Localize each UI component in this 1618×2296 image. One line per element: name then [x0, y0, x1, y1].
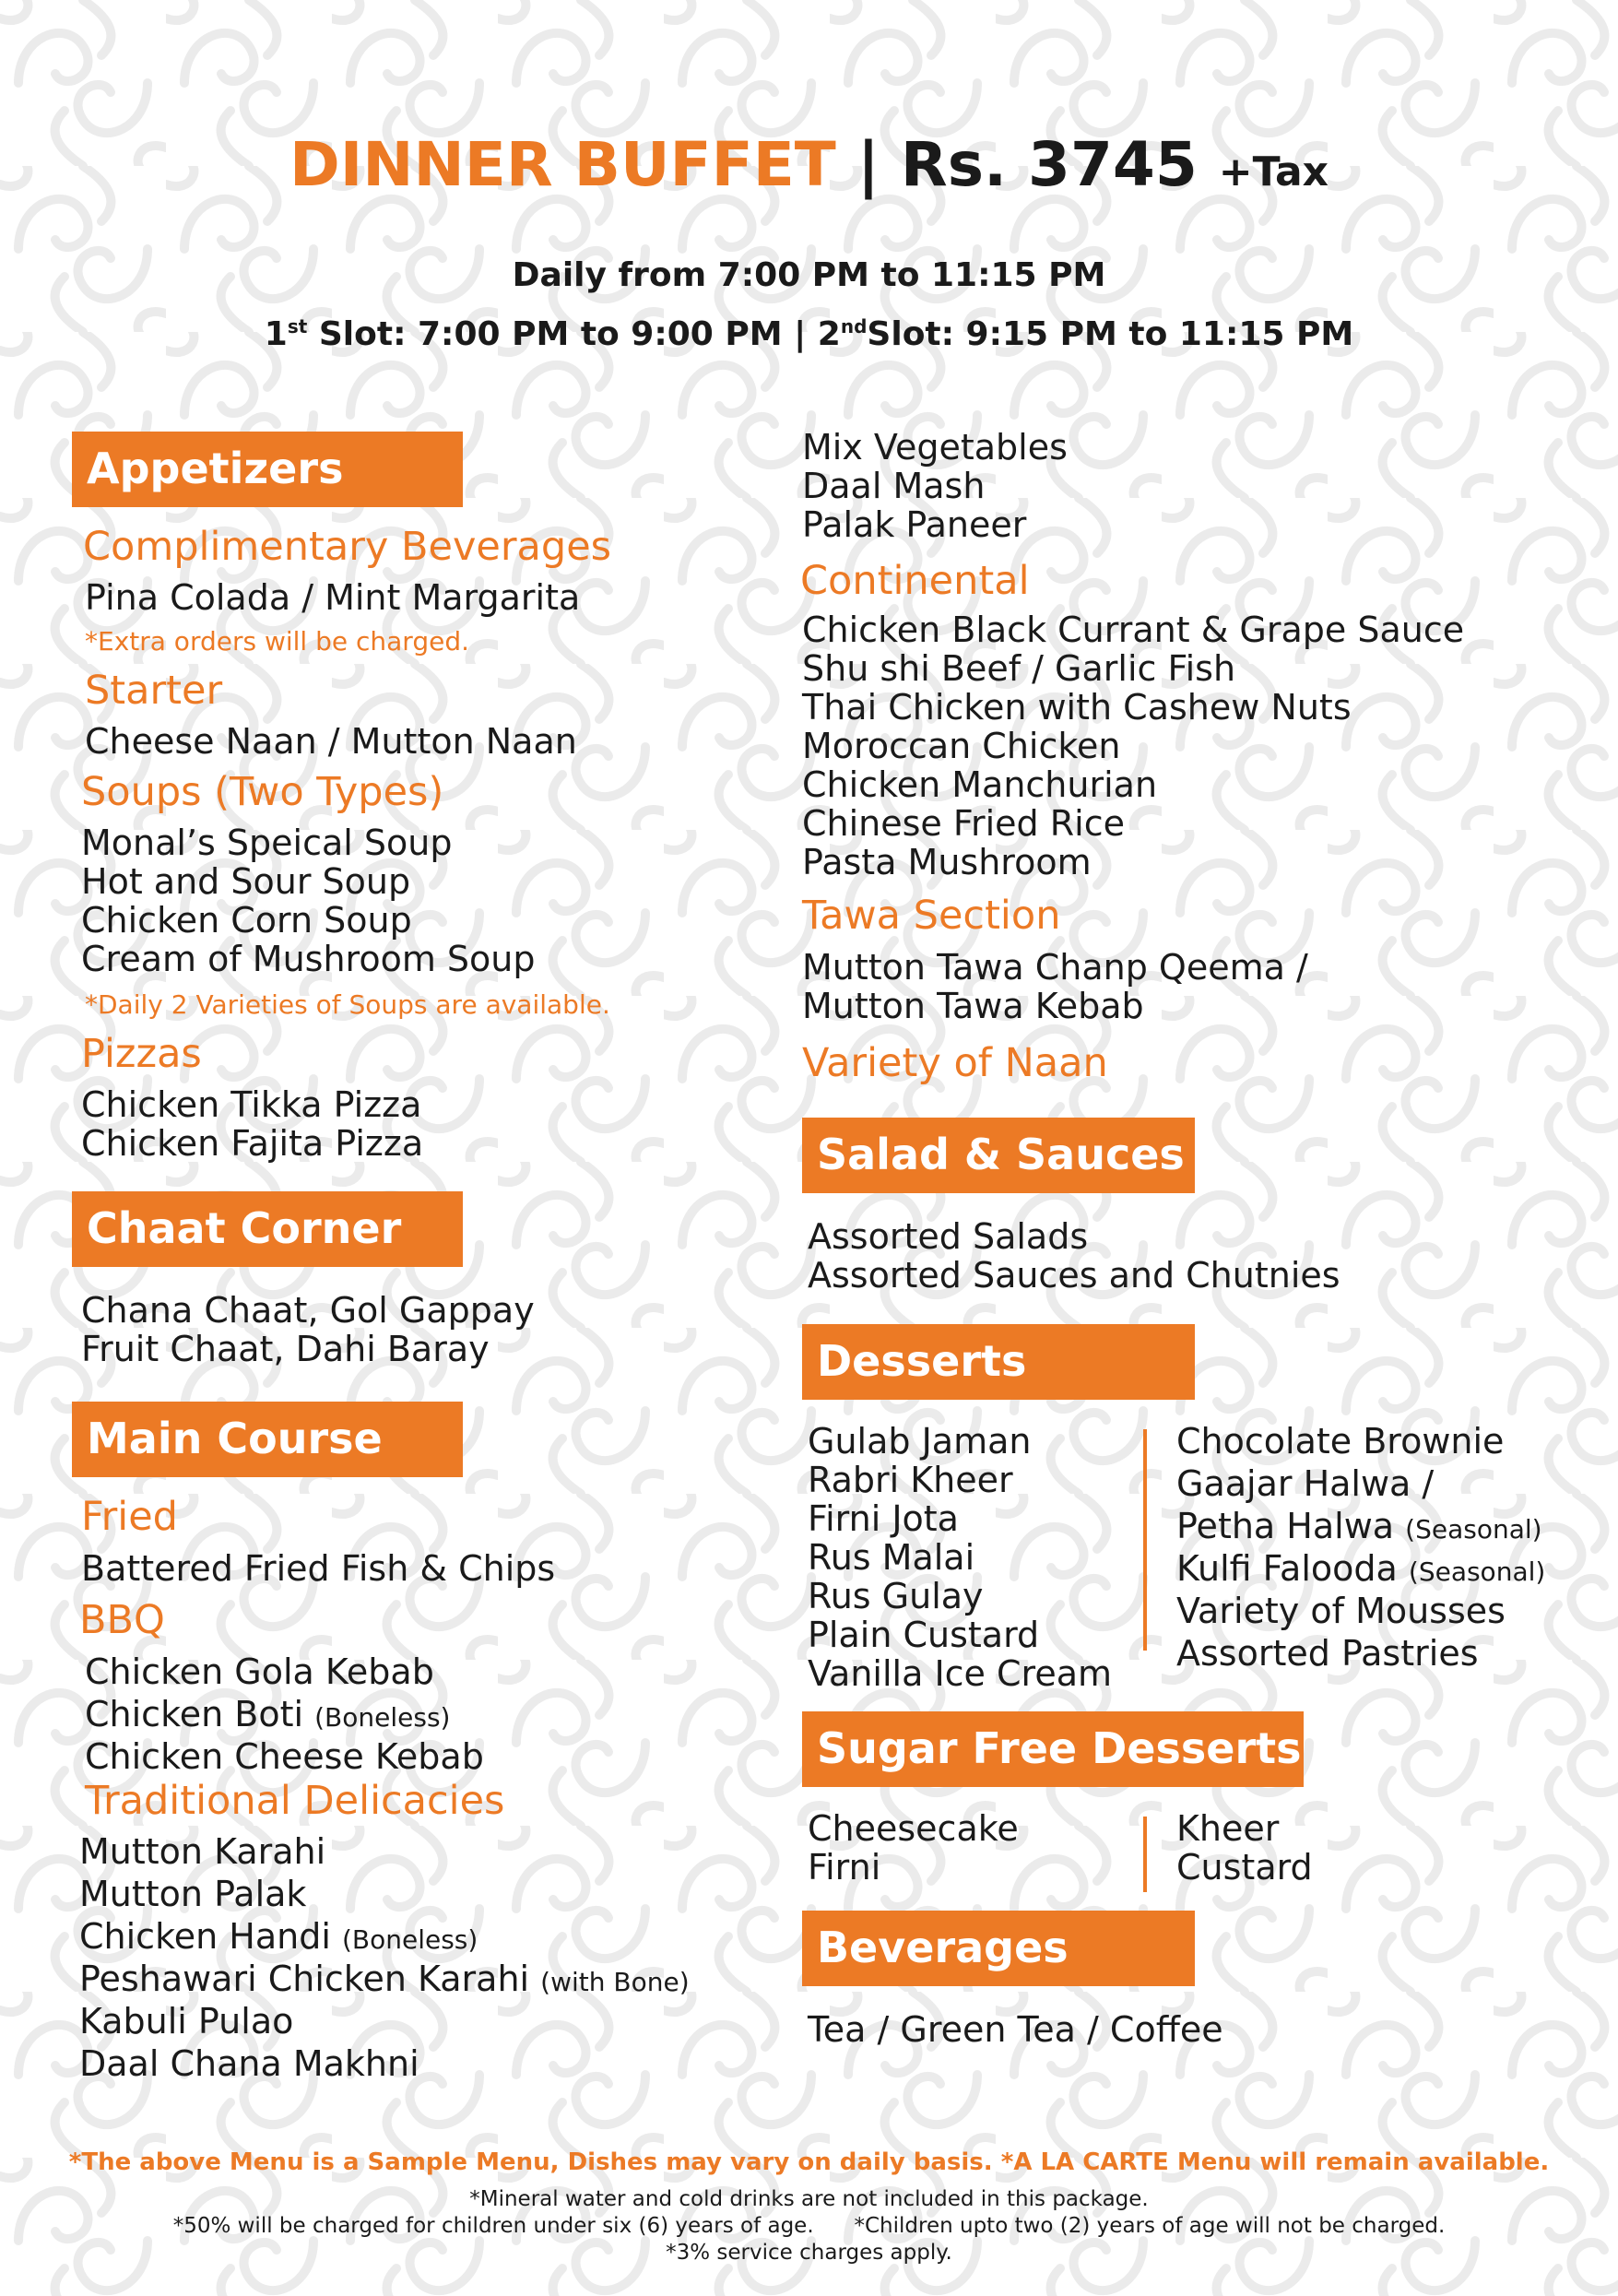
list-pizzas — [81, 1085, 423, 1163]
list-item: Assorted Pastries — [1176, 1633, 1479, 1674]
list-item: Palak Paneer — [802, 504, 1027, 545]
list-item: Firni Jota — [808, 1498, 959, 1539]
footer-sample-note: *The above Menu is a Sample Menu, Dishes may vary on daily basis. *A LA CARTE Menu will remain available. — [68, 2148, 1550, 2176]
list-item: Cheese Naan / Mutton Naan — [85, 721, 577, 762]
list-bbq — [85, 1652, 484, 1780]
list-item: Thai Chicken with Cashew Nuts — [802, 687, 1352, 728]
footer-water-note: *Mineral water and cold drinks are not included in this package. — [469, 2187, 1149, 2211]
list-item: Shu shi Beef / Garlic Fish — [802, 648, 1236, 689]
list-item: Chicken Black Currant & Grape Sauce — [802, 610, 1465, 650]
slot2-sup: nd — [840, 315, 868, 337]
list-item: Mutton Palak — [79, 1874, 307, 1914]
list-item: Plain Custard — [808, 1615, 1040, 1655]
heading-naan: Variety of Naan — [802, 1040, 1108, 1086]
list-item: Firni — [808, 1847, 881, 1888]
list-item: Chicken Manchurian — [802, 764, 1158, 805]
note-soups: *Daily 2 Varieties of Soups are available. — [85, 989, 610, 1020]
list-item: Rabri Kheer — [808, 1460, 1013, 1500]
list-salad — [808, 1217, 1340, 1295]
list-item: Fruit Chaat, Dahi Baray — [81, 1329, 490, 1369]
section-appetizers: Appetizers — [72, 432, 463, 507]
list-fried — [81, 1549, 555, 1588]
schedule: Daily from 7:00 PM to 11:15 PM — [512, 256, 1106, 294]
list-item: Assorted Sauces and Chutnies — [808, 1255, 1340, 1296]
list-item: Cream of Mushroom Soup — [81, 939, 536, 979]
slots — [0, 315, 1618, 353]
heading-traditional: Traditional Delicacies — [85, 1778, 505, 1824]
list-item: Monal’s Speical Soup — [81, 823, 453, 863]
list-item: Kabuli Pulao — [79, 2001, 294, 2042]
list-tawa — [802, 948, 1308, 1025]
list-item: Chicken Corn Soup — [81, 900, 412, 941]
list-complimentary-beverages — [85, 578, 580, 617]
list-item: Custard — [1176, 1847, 1313, 1888]
list-item: Mutton Karahi — [79, 1831, 326, 1872]
footer-service-note: *3% service charges apply. — [666, 2241, 952, 2265]
list-item: Pasta Mushroom — [802, 842, 1092, 882]
list-item: Chicken Tikka Pizza — [81, 1084, 422, 1125]
section-beverages: Beverages — [802, 1911, 1195, 1986]
list-item: Hot and Sour Soup — [81, 861, 411, 902]
list-item: Pina Colada / Mint Margarita — [85, 577, 581, 618]
list-item: Variety of Mousses — [1176, 1591, 1506, 1631]
slot2-ordinal: 2 — [817, 315, 841, 353]
list-item: Mix Vegetables — [802, 427, 1068, 467]
list-item: Mutton Tawa Kebab — [802, 986, 1144, 1026]
list-item: Tea / Green Tea / Coffee — [808, 2009, 1223, 2050]
list-sugar-free-col1 — [808, 1809, 1019, 1887]
list-desserts-col2 — [1176, 1422, 1545, 1676]
list-item: Battered Fried Fish & Chips — [81, 1548, 556, 1589]
list-item: Chicken Gola Kebab — [85, 1651, 434, 1692]
list-beverages — [808, 2010, 1223, 2049]
tax-label: +Tax — [1218, 148, 1329, 195]
list-item: Chicken Handi (Boneless) — [79, 1916, 478, 1957]
list-continental — [802, 610, 1464, 882]
page-title — [0, 129, 1618, 200]
list-item: Chocolate Brownie — [1176, 1421, 1505, 1462]
title-separator: | — [856, 129, 880, 200]
list-item: Chicken Cheese Kebab — [85, 1736, 484, 1777]
section-chaat-corner: Chaat Corner — [72, 1191, 463, 1267]
section-desserts: Desserts — [802, 1324, 1195, 1400]
section-salad-sauces: Salad & Sauces — [802, 1118, 1195, 1193]
list-item: Gaajar Halwa / — [1176, 1463, 1435, 1504]
list-item: Gulab Jaman — [808, 1421, 1032, 1462]
list-item: Daal Chana Makhni — [79, 2043, 419, 2084]
list-item: Rus Gulay — [808, 1576, 984, 1616]
heading-fried: Fried — [81, 1494, 178, 1540]
list-item: Chicken Boti (Boneless) — [85, 1694, 451, 1734]
heading-starter: Starter — [85, 668, 223, 714]
price: Rs. 3745 — [900, 129, 1198, 200]
list-item: Chinese Fried Rice — [802, 803, 1125, 844]
heading-complimentary-beverages: Complimentary Beverages — [83, 524, 612, 570]
list-soups — [81, 823, 536, 978]
list-item: Peshawari Chicken Karahi (with Bone) — [79, 1959, 690, 1999]
list-item: Kheer — [1176, 1808, 1280, 1849]
list-traditional — [79, 1832, 690, 2087]
slot2-text: Slot: 9:15 PM to 11:15 PM — [867, 315, 1354, 353]
list-item: Petha Halwa (Seasonal) — [1176, 1506, 1542, 1546]
heading-soups: Soups (Two Types) — [81, 769, 444, 815]
slot1-ordinal: 1 — [264, 315, 288, 353]
heading-pizzas: Pizzas — [81, 1031, 202, 1077]
heading-tawa: Tawa Section — [802, 893, 1061, 939]
list-item: Vanilla Ice Cream — [808, 1653, 1113, 1694]
slot1-text: Slot: 7:00 PM to 9:00 PM | — [307, 315, 818, 353]
list-item: Chana Chaat, Gol Gappay — [81, 1290, 535, 1331]
sugar-free-divider — [1143, 1817, 1147, 1892]
list-item: Daal Mash — [802, 466, 986, 506]
list-chaat — [81, 1291, 535, 1368]
list-item: Moroccan Chicken — [802, 726, 1121, 766]
list-desserts-col1 — [808, 1422, 1112, 1693]
list-vegetables — [802, 428, 1068, 544]
title-text: DINNER BUFFET — [289, 129, 836, 200]
list-item: Assorted Salads — [808, 1216, 1089, 1257]
desserts-divider — [1143, 1429, 1147, 1651]
footer-children-note: *50% will be charged for children under six (6) years of age. *Children upto two (2) years of age will not be charged. — [172, 2214, 1446, 2238]
section-sugar-free: Sugar Free Desserts — [802, 1711, 1304, 1787]
list-item: Rus Malai — [808, 1537, 975, 1578]
list-item: Cheesecake — [808, 1808, 1019, 1849]
list-item: Kulfi Falooda (Seasonal) — [1176, 1548, 1546, 1589]
note-beverages: *Extra orders will be charged. — [85, 626, 469, 657]
section-main-course: Main Course — [72, 1402, 463, 1477]
list-item: Chicken Fajita Pizza — [81, 1123, 424, 1164]
list-starter — [85, 722, 577, 761]
slot1-sup: st — [287, 315, 308, 337]
list-item: Mutton Tawa Chanp Qeema / — [802, 947, 1308, 988]
heading-bbq: BBQ — [79, 1597, 165, 1643]
list-sugar-free-col2 — [1176, 1809, 1313, 1887]
heading-continental: Continental — [800, 558, 1030, 604]
